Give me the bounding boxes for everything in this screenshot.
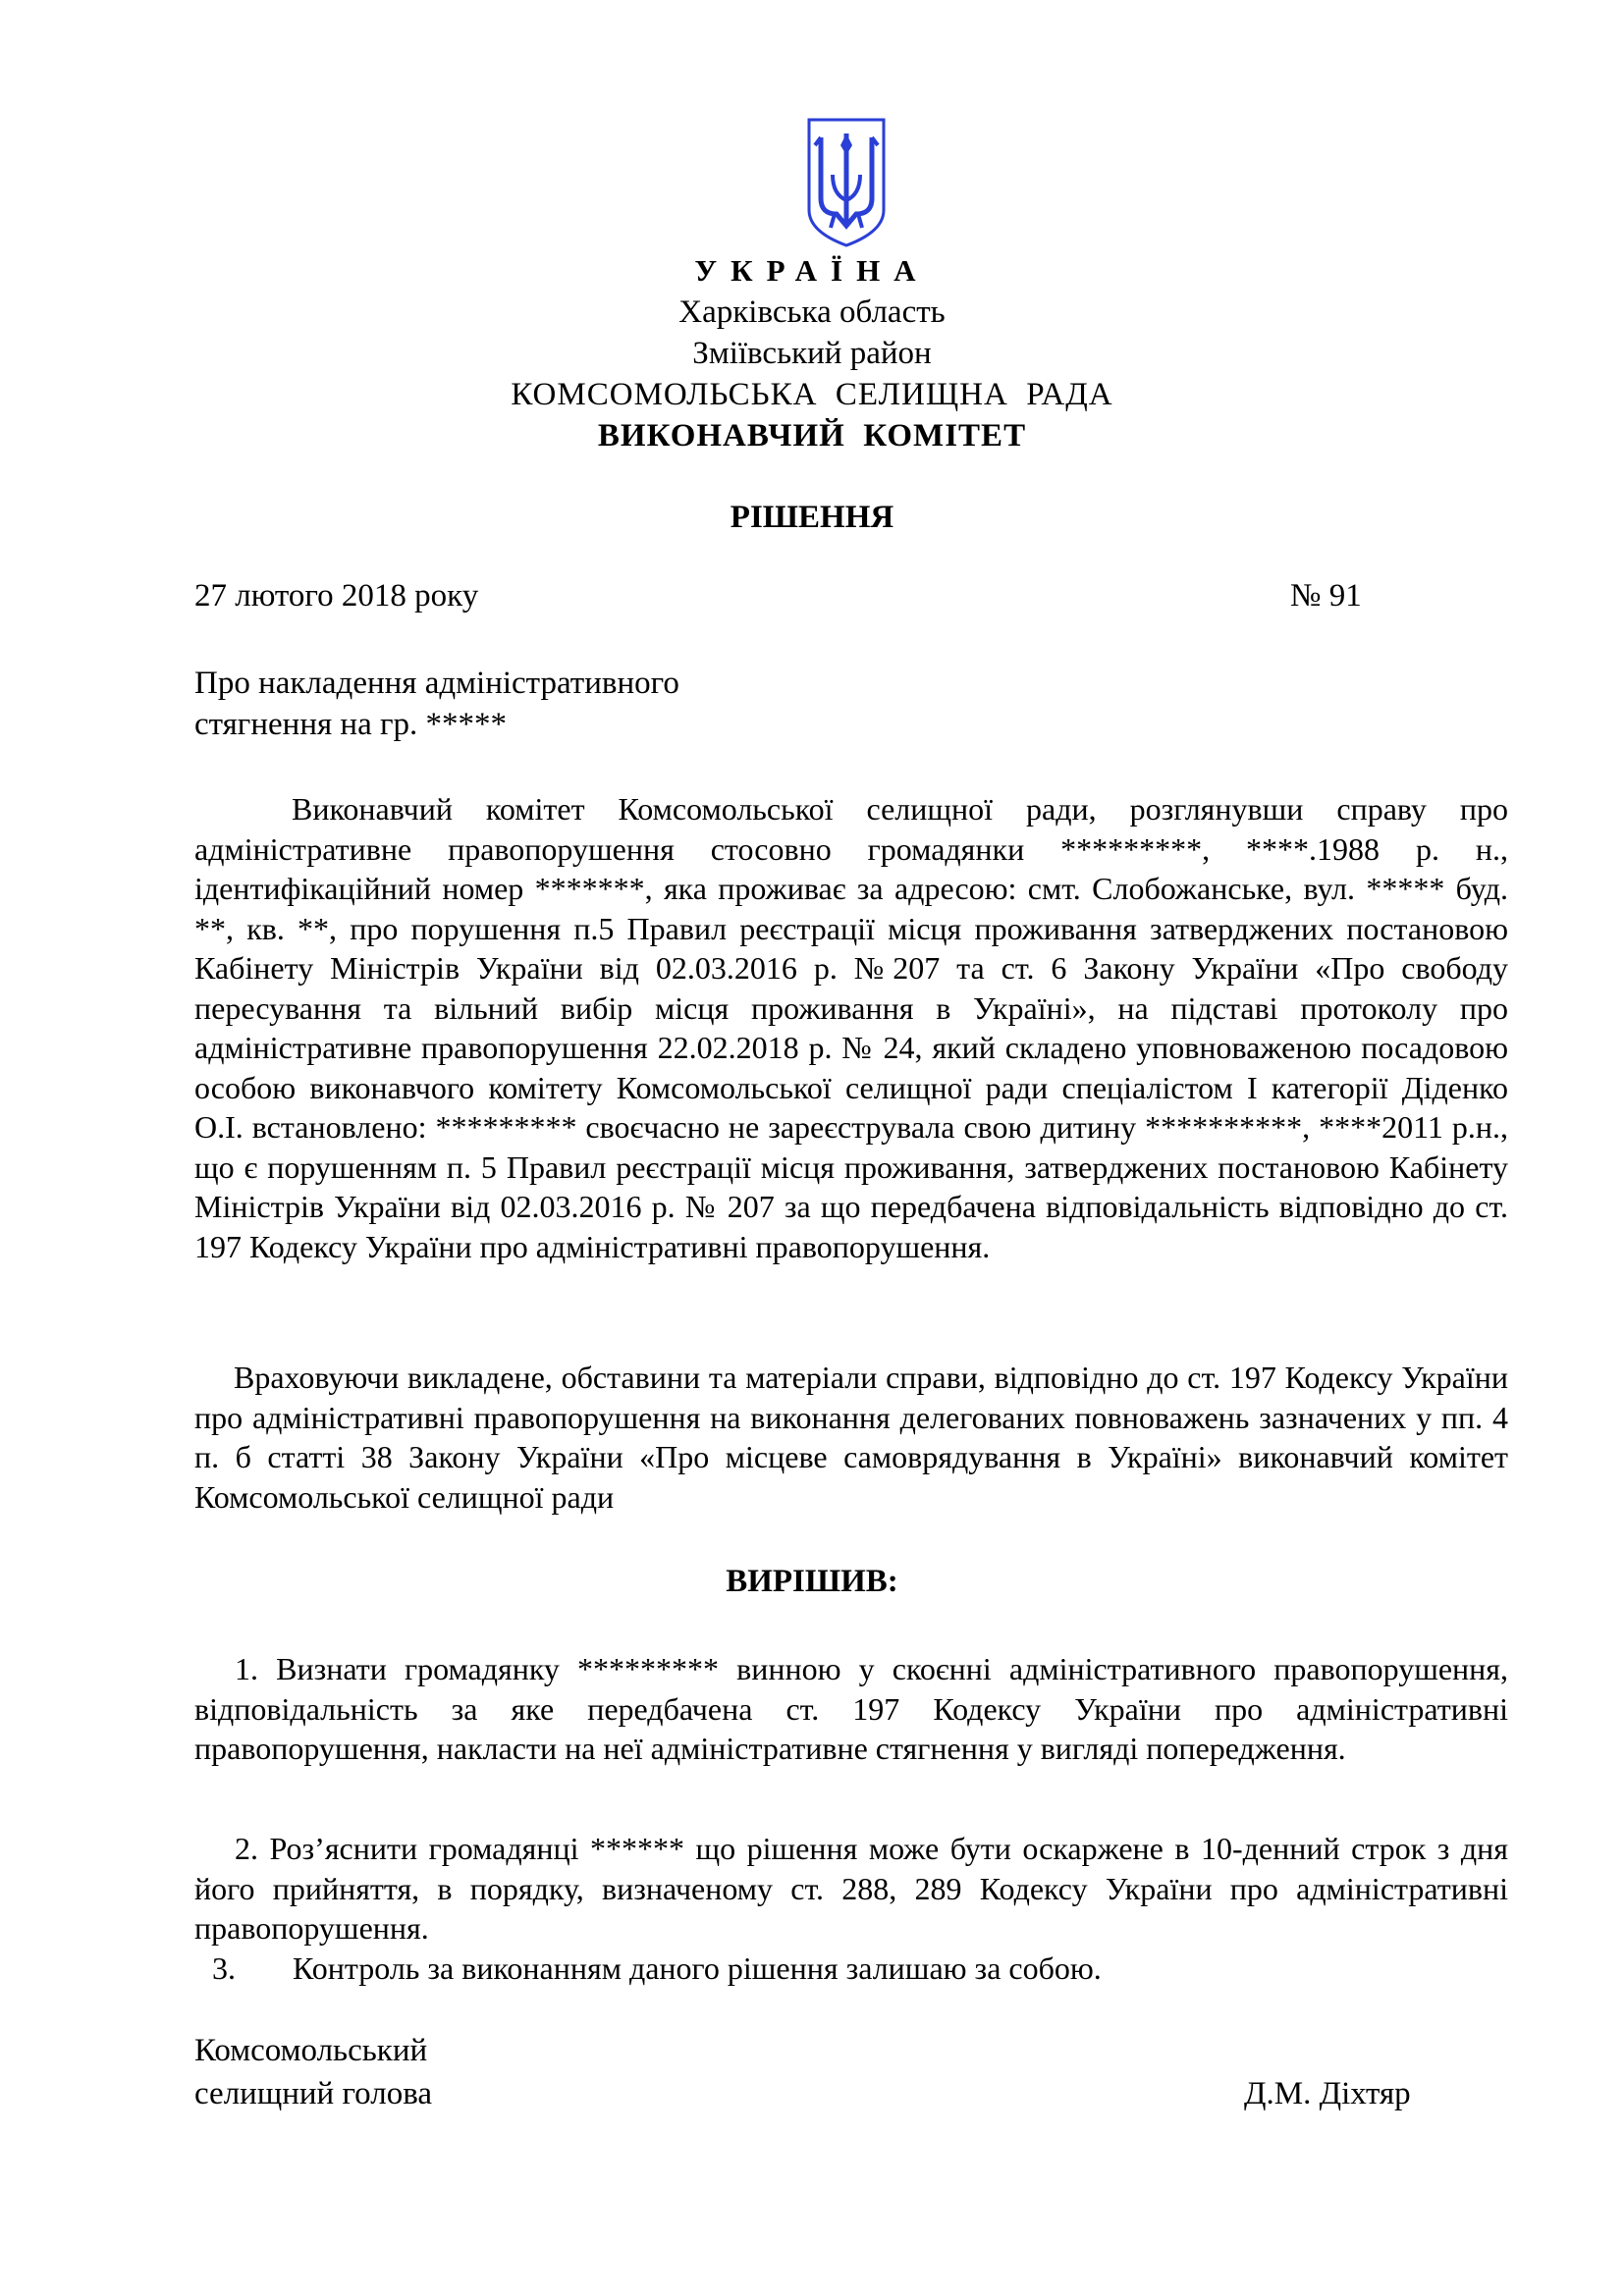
subject-line-2: стягнення на гр. ***** (194, 707, 507, 742)
item-text: Контроль за виконанням даного рішення залишаю за собою. (293, 1950, 1102, 1986)
item-number: 2. (235, 1831, 258, 1866)
item-text: Визнати громадянку ********* винною у скоєнні адміністративного правопорушення, відповідальність за яке передбачена ст. 197 Кодексу України про адміністративні правопорушення, накласти на неї адміністративне стягнення у вигляді попередження. (194, 1651, 1509, 1766)
decision-number: № 91 (1290, 578, 1362, 614)
decision-item-3 (212, 1949, 1102, 1989)
trident-coat-of-arms-icon (805, 116, 888, 249)
rayon-line: Зміївський район (692, 336, 932, 371)
item-text: Роз’яснити громадянці ****** що рішення може бути оскаржене в 10-денний строк з дня його прийняття, в порядку, визначеному ст. 288, 289 Кодексу України про адміністративні правопорушення. (194, 1831, 1509, 1946)
decision-date: 27 лютого 2018 року (194, 578, 479, 614)
item-number: 1. (235, 1651, 258, 1686)
council-line: КОМСОМОЛЬСЬКА СЕЛИЩНА РАДА (511, 377, 1113, 412)
signatory-title-line-1: Комсомольський (194, 2033, 428, 2068)
body-paragraph-2: Враховуючи викладене, обставини та матеріали справи, відповідно до ст. 197 Кодексу України про адміністративні правопорушення на виконання делегованих повноважень зазначених у пп. 4 п. б статті 38 Закону України «Про місцеве самоврядування в Україні» виконавчий комітет Комсомольської селищної ради (194, 1360, 1508, 1515)
decision-subject (194, 663, 679, 745)
decision-item-2 (194, 1829, 1508, 1949)
decision-item-1 (194, 1649, 1508, 1769)
resolved-heading: ВИРІШИВ: (726, 1564, 898, 1599)
committee-line: ВИКОНАВЧИЙ КОМІТЕТ (597, 418, 1027, 454)
signatory-name: Д.М. Діхтяр (1244, 2076, 1411, 2111)
item-number: 3. (212, 1950, 236, 1986)
document-type-heading: РІШЕННЯ (730, 500, 894, 535)
oblast-line: Харківська область (678, 294, 946, 330)
body-paragraph-1: Виконавчий комітет Комсомольської селищної ради, розглянувши справу про адміністративне правопорушення стосовно громадянки *********, ****.1988 р. н., ідентифікаційний номер *******, яка проживає за адресою: смт. Слобожанське, вул. ***** буд. **, кв. **, про порушення п.5 Правил реєстрації місця проживання затверджених постановою Кабінету Міністрів України від 02.03.2016 р. №207 та ст. 6 Закону України «Про свободу пересування та вільний вибір місця проживання в Україні», на підставі протоколу про адміністративне правопорушення 22.02.2018 р. № 24, який складено уповноваженою посадовою особою виконавчого комітету Комсомольської селищної ради спеціалістом І категорії Діденко О.І. встановлено: ********* своєчасно не зареєструвала свою дитину **********, ****2011 р.н., що є порушенням п. 5 Правил реєстрації місця проживання, затверджених постановою Кабінету Міністрів України від 02.03.2016 р. № 207 за що передбачена відповідальність відповідно до ст. 197 Кодексу України про адміністративні правопорушення. (194, 791, 1508, 1264)
subject-line-1: Про накладення адміністративного (194, 666, 679, 701)
signatory-title-line-2: селищний голова (194, 2076, 433, 2111)
country-heading: УКРАЇНА (694, 253, 930, 288)
